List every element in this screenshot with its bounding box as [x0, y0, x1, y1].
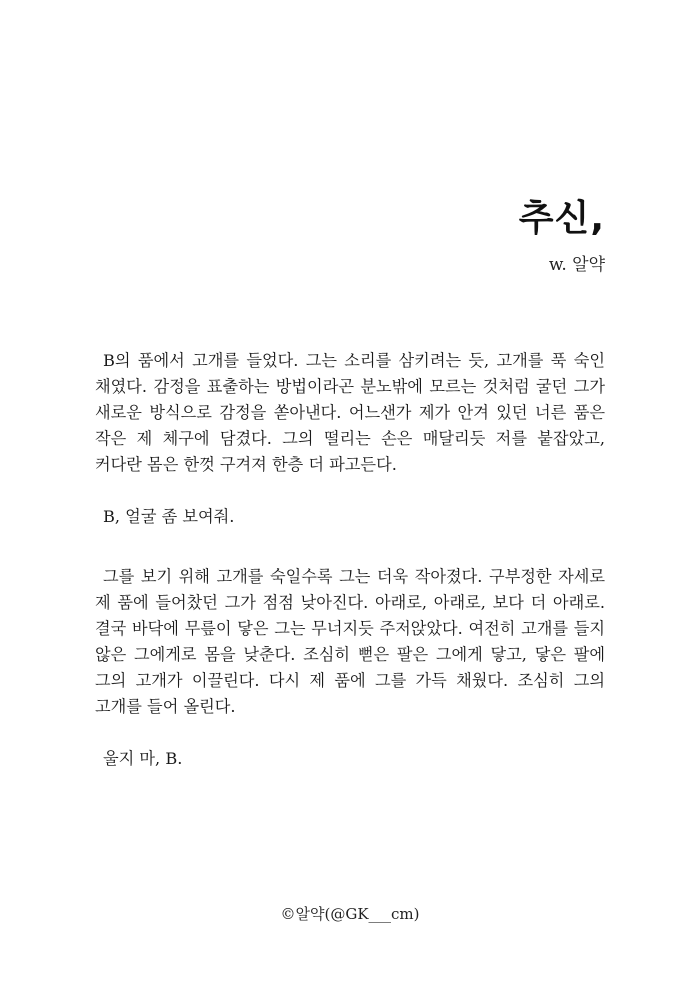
author-byline: w. 알약	[548, 255, 605, 275]
paragraph-1: B의 품에서 고개를 들었다. 그는 소리를 삼키려는 듯, 고개를 푹 숙인 채였다. 감정을 표출하는 방법이라곤 분노밖에 모르는 것처럼 굴던 그가 새로운 방식으로 감정을 쏟아낸다. 어느샌가 제가 안겨 있던 너른 품은 작은 제 체구에 담겼다. 그의 떨리는 손은 매달리듯 저를 붙잡았고, 커다란 몸은 한껏 구겨져 한층 더 파고든다.	[95, 351, 605, 474]
story-body	[95, 348, 605, 798]
paragraph-3: 그를 보기 위해 고개를 숙일수록 그는 더욱 작아졌다. 구부정한 자세로 제 품에 들어찼던 그가 점점 낮아진다. 아래로, 아래로, 보다 더 아래로. 결국 바닥에 무릎이 닿은 그는 무너지듯 주저앉았다. 여전히 고개를 들지 않은 그에게로 몸을 낮춘다. 조심히 뻗은 팔은 그에게 닿고, 닿은 팔에 그의 고개가 이끌린다. 다시 제 품에 그를 가득 채웠다. 조심히 그의 고개를 들어 올린다.	[95, 567, 605, 716]
page-title: 추신,	[518, 198, 605, 239]
paragraph-2: B, 얼굴 좀 보여줘.	[103, 507, 235, 526]
paragraph-4: 울지 마, B.	[103, 749, 183, 768]
copyright-footer: ©알약(@GK___cm)	[280, 905, 420, 923]
